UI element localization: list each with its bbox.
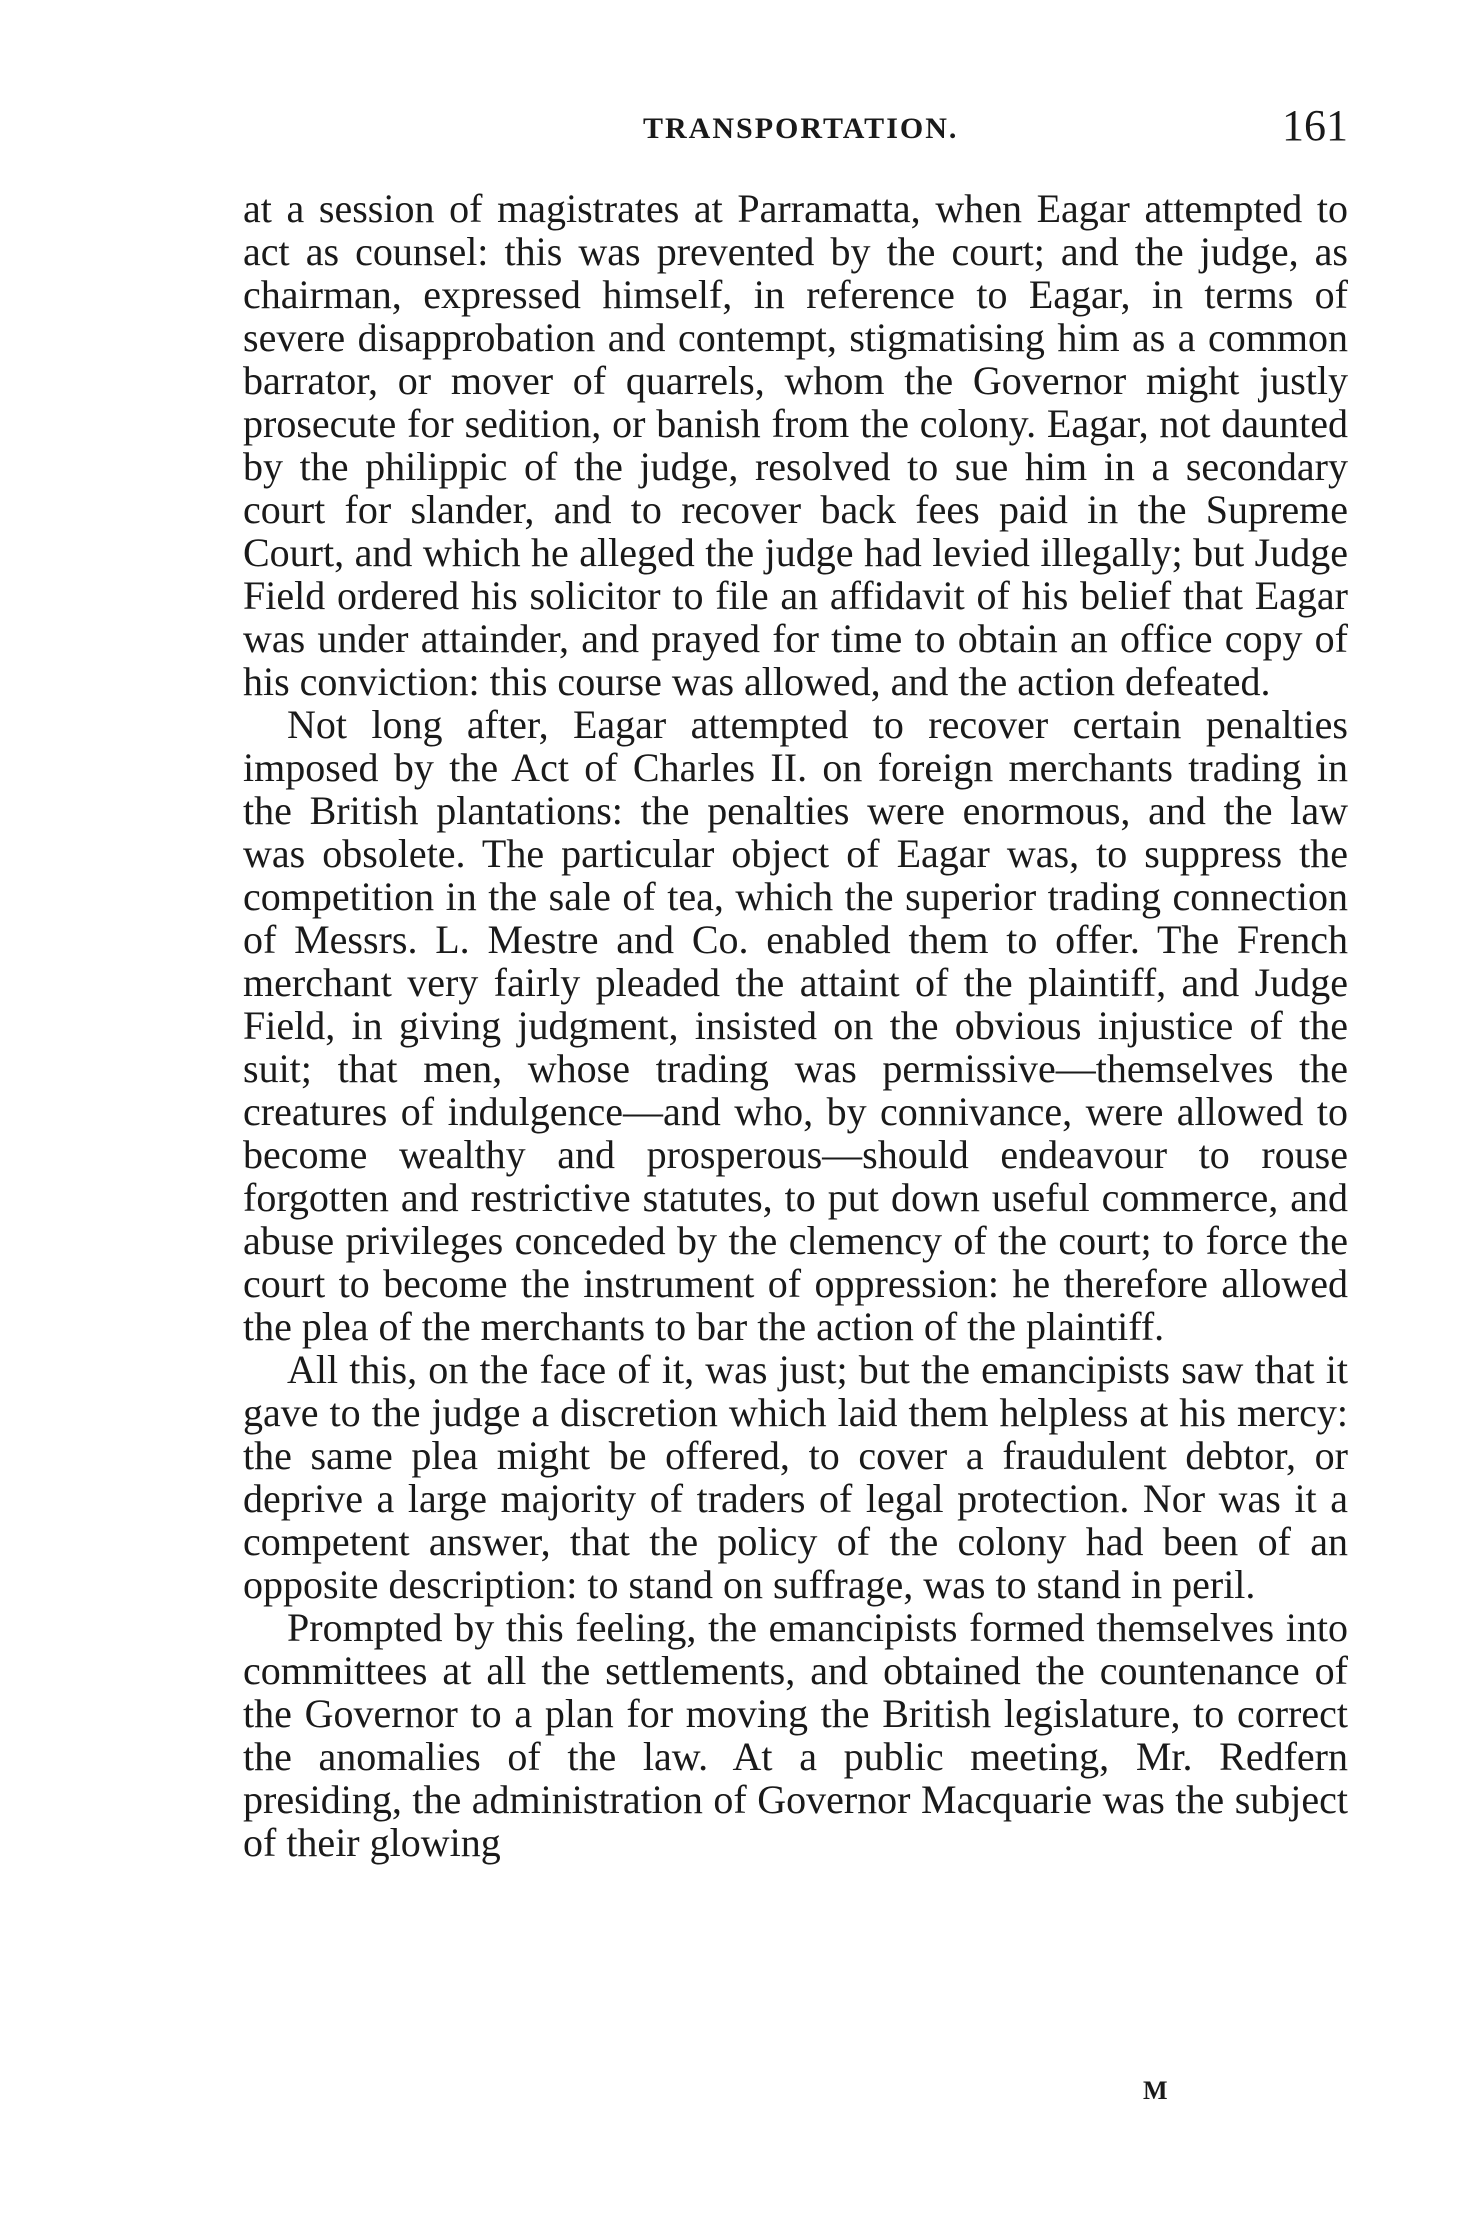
book-page	[243, 0, 1353, 2235]
paragraph-3: All this, on the face of it, was just; but the emancipists saw that it gave to the judge a discretion which laid them helpless at his mercy: the same plea might be offered, to cover a fraudulent debtor, or deprive a large majority of traders of legal protection. Nor was it a competent answer, that the policy of the colony had been of an opposite description: to stand on suffrage, was to stand in peril.	[243, 1347, 1348, 1607]
running-head	[243, 100, 1348, 160]
paragraph-2: Not long after, Eagar attempted to recover certain penalties imposed by the Act of Charles II. on foreign merchants trading in the British plantations: the penalties were enormous, and the law was obsolete. The particular object of Eagar was, to suppress the competition in the sale of tea, which the superior trading connection of Messrs. L. Mestre and Co. enabled them to offer. The French merchant very fairly pleaded the attaint of the plaintiff, and Judge Field, in giving judgment, insisted on the obvious injustice of the suit; that men, whose trading was permissive—themselves the creatures of indulgence—and who, by connivance, were allowed to become wealthy and prosperous—should endeavour to rouse forgotten and restrictive statutes, to put down useful commerce, and abuse privileges conceded by the clemency of the court; to force the court to become the instrument of oppression: he therefore allowed the plea of the merchants to bar the action of the plaintiff.	[243, 702, 1348, 1349]
signature-mark: M	[1143, 2076, 1168, 2105]
paragraph-1: at a session of magistrates at Parramatta, when Eagar attempted to act as counsel: this was prevented by the court; and the judge, as chairman, expressed himself, in reference to Eagar, in terms of severe disapprobation and contempt, stigmatising him as a common barrator, or mover of quarrels, whom the Governor might justly prosecute for sedition, or banish from the colony. Eagar, not daunted by the philippic of the judge, resolved to sue him in a secondary court for slander, and to recover back fees paid in the Supreme Court, and which he alleged the judge had levied illegally; but Judge Field ordered his solicitor to file an affidavit of his belief that Eagar was under attainder, and prayed for time to obtain an office copy of his conviction: this course was allowed, and the action defeated.	[243, 186, 1348, 704]
paragraph-4: Prompted by this feeling, the emancipists formed themselves into committees at all the settlements, and obtained the countenance of the Governor to a plan for moving the British legislature, to correct the anomalies of the law. At a public meeting, Mr. Redfern presiding, the administration of Governor Macquarie was the subject of their glowing	[243, 1605, 1348, 1865]
body-text	[243, 187, 1348, 1864]
page-number: 161	[1282, 101, 1348, 150]
running-title: TRANSPORTATION.	[643, 112, 959, 145]
